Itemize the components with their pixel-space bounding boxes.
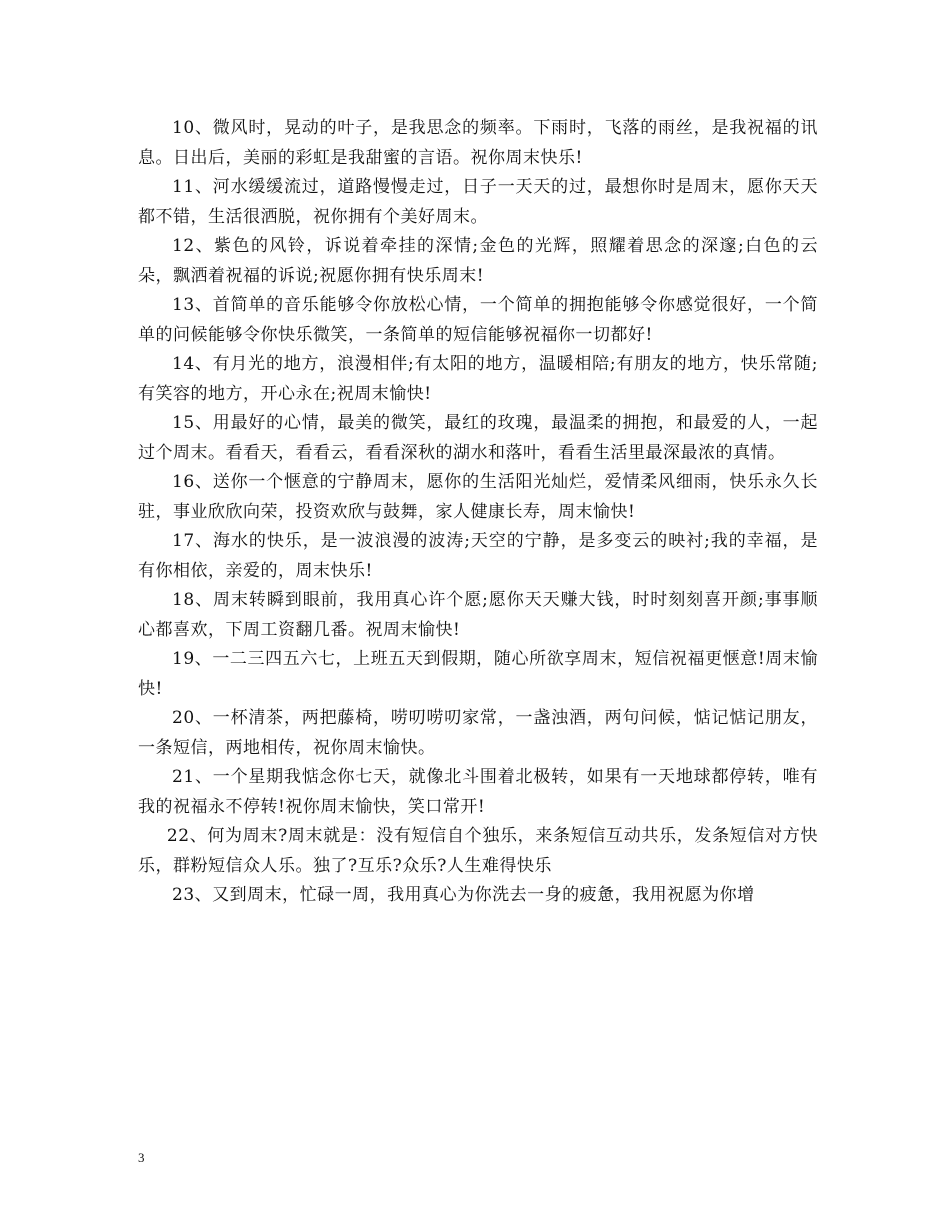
paragraph-10: 10、微风时，晃动的叶子，是我思念的频率。下雨时，飞落的雨丝，是我祝福的讯息。日出后，美丽的彩虹是我甜蜜的言语。祝你周末快乐! (138, 118, 818, 168)
paragraph-20: 20、一杯清茶，两把藤椅，唠叨唠叨家常，一盏浊酒，两句问候，惦记惦记朋友，一条短信，两地相传，祝你周末愉快。 (138, 708, 818, 758)
page-number: 3 (138, 1150, 145, 1165)
paragraph-12: 12、紫色的风铃，诉说着牵挂的深情;金色的光辉，照耀着思念的深邃;白色的云朵，飘洒着祝福的诉说;祝愿你拥有快乐周末! (138, 236, 818, 286)
paragraph-17: 17、海水的快乐，是一波浪漫的波涛;天空的宁静，是多变云的映衬;我的幸福，是有你相依，亲爱的，周末快乐! (138, 531, 818, 581)
paragraph-21: 21、一个星期我惦念你七天，就像北斗围着北极转，如果有一天地球都停转，唯有我的祝福永不停转!祝你周末愉快，笑口常开! (138, 767, 818, 817)
paragraph-15: 15、用最好的心情，最美的微笑，最红的玫瑰，最温柔的拥抱，和最爱的人，一起过个周末。看看天，看看云，看看深秋的湖水和落叶，看看生活里最深最浓的真情。 (138, 413, 818, 463)
paragraph-18: 18、周末转瞬到眼前，我用真心许个愿;愿你天天赚大钱，时时刻刻喜开颜;事事顺心都喜欢，下周工资翻几番。祝周末愉快! (138, 590, 818, 640)
paragraph-11: 11、河水缓缓流过，道路慢慢走过，日子一天天的过，最想你时是周末，愿你天天都不错，生活很洒脱，祝你拥有个美好周末。 (138, 177, 818, 227)
paragraph-22: 22、何为周末?周末就是：没有短信自个独乐，来条短信互动共乐，发条短信对方快乐，群粉短信众人乐。独了?互乐?众乐?人生难得快乐 (138, 826, 818, 876)
paragraph-14: 14、有月光的地方，浪漫相伴;有太阳的地方，温暖相陪;有朋友的地方，快乐常随;有笑容的地方，开心永在;祝周末愉快! (138, 354, 818, 404)
paragraph-23: 23、又到周末，忙碌一周，我用真心为你洗去一身的疲惫，我用祝愿为你增 (172, 885, 755, 905)
paragraph-16: 16、送你一个惬意的宁静周末，愿你的生活阳光灿烂，爱情柔风细雨，快乐永久长驻，事业欣欣向荣，投资欢欣与鼓舞，家人健康长寿，周末愉快! (138, 472, 818, 522)
paragraph-19: 19、一二三四五六七，上班五天到假期，随心所欲享周末，短信祝福更惬意!周末愉快! (138, 649, 818, 699)
document-body (138, 114, 818, 911)
paragraph-13: 13、首简单的音乐能够令你放松心情，一个简单的拥抱能够令你感觉很好，一个简单的问候能够令你快乐微笑，一条简单的短信能够祝福你一切都好! (138, 295, 818, 345)
